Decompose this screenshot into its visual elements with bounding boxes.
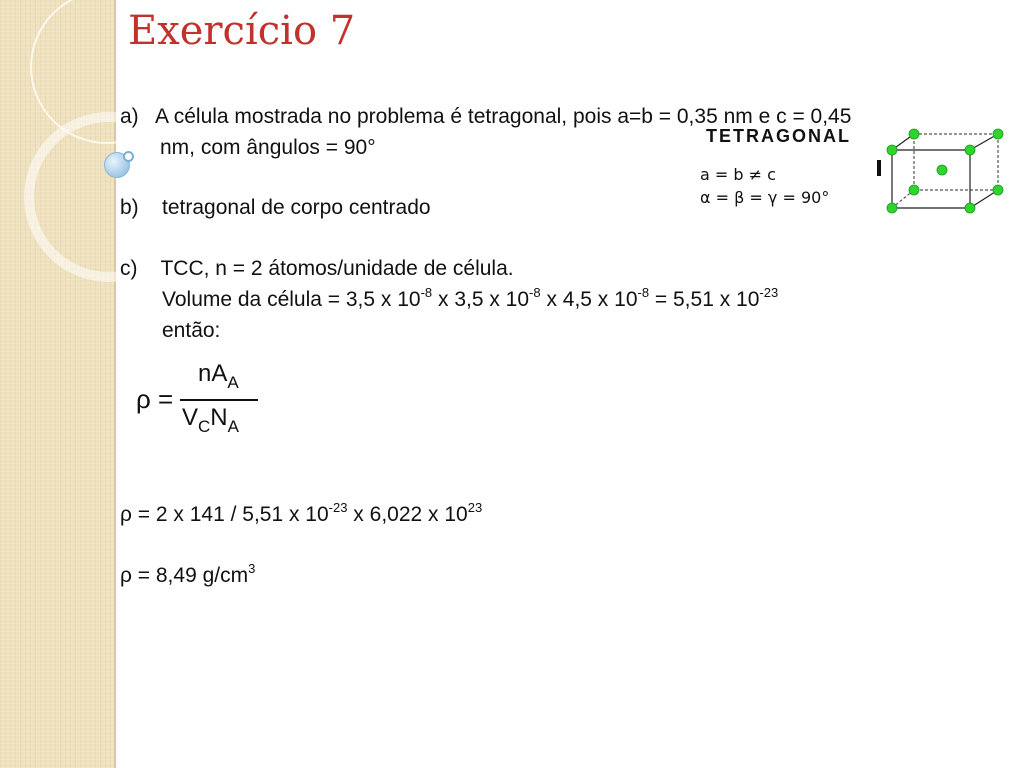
item-b-text: tetragonal de corpo centrado (162, 196, 431, 219)
tetragonal-label: TETRAGONAL (706, 126, 851, 146)
item-c-text: TCC, n = 2 átomos/unidade de célula. (160, 257, 514, 280)
item-a-line2: nm, com ângulos = 90° (160, 136, 376, 159)
sidebar-edge (114, 0, 116, 768)
item-c (120, 256, 514, 282)
entao-text: então: (162, 319, 221, 342)
decorative-sidebar (0, 0, 114, 768)
tetragonal-lattice-diagram (884, 128, 1004, 216)
item-b (120, 195, 431, 221)
atom-corner (993, 185, 1003, 195)
density-result: ρ = 8,49 $g/cm^3$ (120, 561, 256, 587)
item-c-marker: c) (120, 257, 138, 280)
atom-corner (965, 145, 975, 155)
atom-corner (909, 129, 919, 139)
bubble-small (123, 151, 134, 162)
atom-corner (909, 185, 919, 195)
item-a-marker: a) (120, 105, 139, 128)
tetragonal-relation-angles: α = β = γ = 90° (700, 188, 830, 207)
tetragonal-relation-lengths: a = b ≠ c (700, 165, 776, 184)
formula-numerator: $nA_A$ (198, 360, 239, 392)
volume-line: Volume da célula = 3,5 x $10^{-8}$ x 3,5 x $10^{-8}$ x 4,5 x $10^{-8} = 5,51$ x $10^{-23}$ (162, 285, 779, 311)
slide-title: Exercício 7 (128, 8, 356, 54)
atom-corner (993, 129, 1003, 139)
atom-corner (887, 203, 897, 213)
formula-fraction-bar (180, 399, 258, 401)
atom-corner (887, 145, 897, 155)
density-calculation: ρ = 2 x 141 / 5,51 x $10^{-23}$ x 6,022 x $10^{23}$ (120, 500, 483, 526)
item-a-text: A célula mostrada no problema é tetragonal, pois a=b = 0,35 nm e c = 0,45 (155, 105, 852, 128)
formula-denominator: $V_CN_A$ (182, 404, 239, 436)
atom-body-center (937, 165, 947, 175)
axis-tick-mark (877, 160, 881, 176)
formula-rho: ρ = (136, 384, 174, 414)
atom-corner (965, 203, 975, 213)
density-formula (136, 360, 276, 444)
item-b-marker: b) (120, 196, 139, 219)
